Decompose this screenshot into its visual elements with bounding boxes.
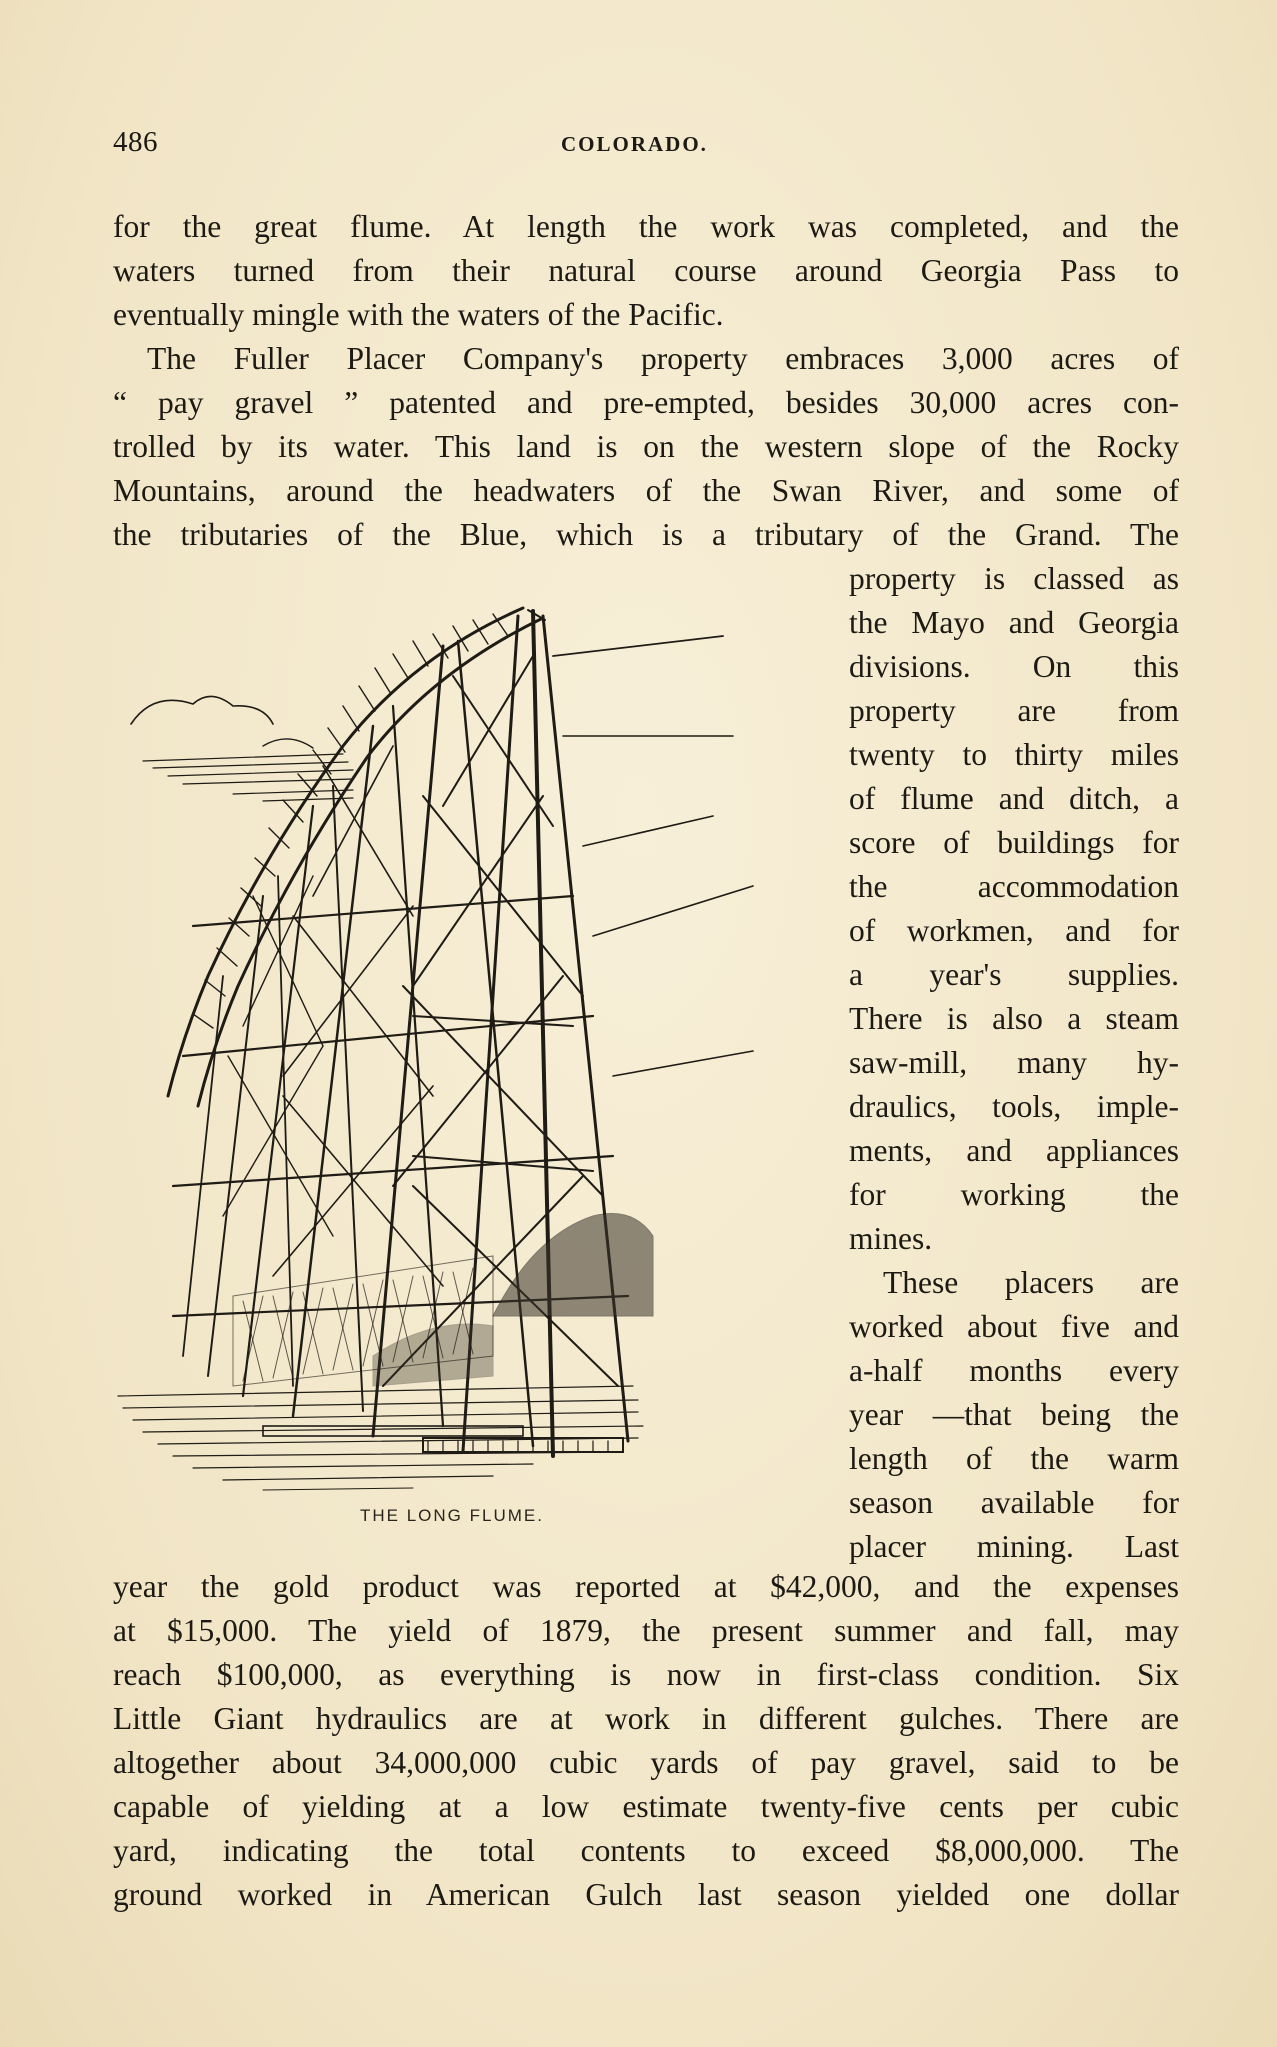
text-line: divisions. On this <box>849 649 1179 684</box>
flume-engraving <box>113 596 833 1496</box>
text-line: Little Giant hydraulics are at work in different gulches. There are <box>113 1701 1179 1736</box>
text-line: Mountains, around the headwaters of the Swan River, and some of <box>113 473 1179 508</box>
text-line: of workmen, and for <box>849 913 1179 948</box>
body-text-side <box>849 557 1179 1569</box>
text-line: trolled by its water. This land is on the western slope of the Rocky <box>113 429 1179 464</box>
figure-caption: THE LONG FLUME. <box>360 1506 544 1525</box>
body-text-top <box>113 205 1179 557</box>
text-line: ground worked in American Gulch last season yielded one dollar <box>113 1877 1179 1912</box>
text-line: There is also a steam <box>849 1001 1179 1036</box>
text-line: placer mining. Last <box>849 1529 1179 1564</box>
text-line: The Fuller Placer Company's property embraces 3,000 acres of <box>147 341 1179 376</box>
text-line: These placers are <box>883 1265 1179 1300</box>
text-line: worked about five and <box>849 1309 1179 1344</box>
text-line: draulics, tools, imple- <box>849 1089 1179 1124</box>
text-line: year —that being the <box>849 1397 1179 1432</box>
text-line: ments, and appliances <box>849 1133 1179 1168</box>
running-head: COLORADO. <box>561 132 708 156</box>
text-line: score of buildings for <box>849 825 1179 860</box>
text-line: twenty to thirty miles <box>849 737 1179 772</box>
text-line: property are from <box>849 693 1179 728</box>
text-line: eventually mingle with the waters of the Pacific. <box>113 297 724 332</box>
text-line: for working the <box>849 1177 1179 1212</box>
text-line: a-half months every <box>849 1353 1179 1388</box>
page-number: 486 <box>113 126 158 158</box>
long-flume-illustration <box>113 596 833 1496</box>
body-text-bottom <box>113 1565 1179 1917</box>
page-header <box>113 126 1179 166</box>
text-line: saw-mill, many hy- <box>849 1045 1179 1080</box>
text-line: year the gold product was reported at $42,000, and the expenses <box>113 1569 1179 1604</box>
text-line: “ pay gravel ” patented and pre-empted, besides 30,000 acres con- <box>113 385 1179 420</box>
text-line: altogether about 34,000,000 cubic yards of pay gravel, said to be <box>113 1745 1179 1780</box>
text-line: a year's supplies. <box>849 957 1179 992</box>
text-line: mines. <box>849 1221 933 1256</box>
text-line: season available for <box>849 1485 1179 1520</box>
text-line: the accommodation <box>849 869 1179 904</box>
text-line: of flume and ditch, a <box>849 781 1179 816</box>
text-line: the tributaries of the Blue, which is a tributary of the Grand. The <box>113 517 1179 552</box>
text-line: for the great flume. At length the work was completed, and the <box>113 209 1179 244</box>
text-line: property is classed as <box>849 561 1179 596</box>
text-line: length of the warm <box>849 1441 1179 1476</box>
text-line: at $15,000. The yield of 1879, the present summer and fall, may <box>113 1613 1179 1648</box>
text-line: capable of yielding at a low estimate twenty-five cents per cubic <box>113 1789 1179 1824</box>
text-line: yard, indicating the total contents to exceed $8,000,000. The <box>113 1833 1179 1868</box>
text-line: reach $100,000, as everything is now in first-class condition. Six <box>113 1657 1179 1692</box>
text-line: the Mayo and Georgia <box>849 605 1179 640</box>
text-line: waters turned from their natural course around Georgia Pass to <box>113 253 1179 288</box>
